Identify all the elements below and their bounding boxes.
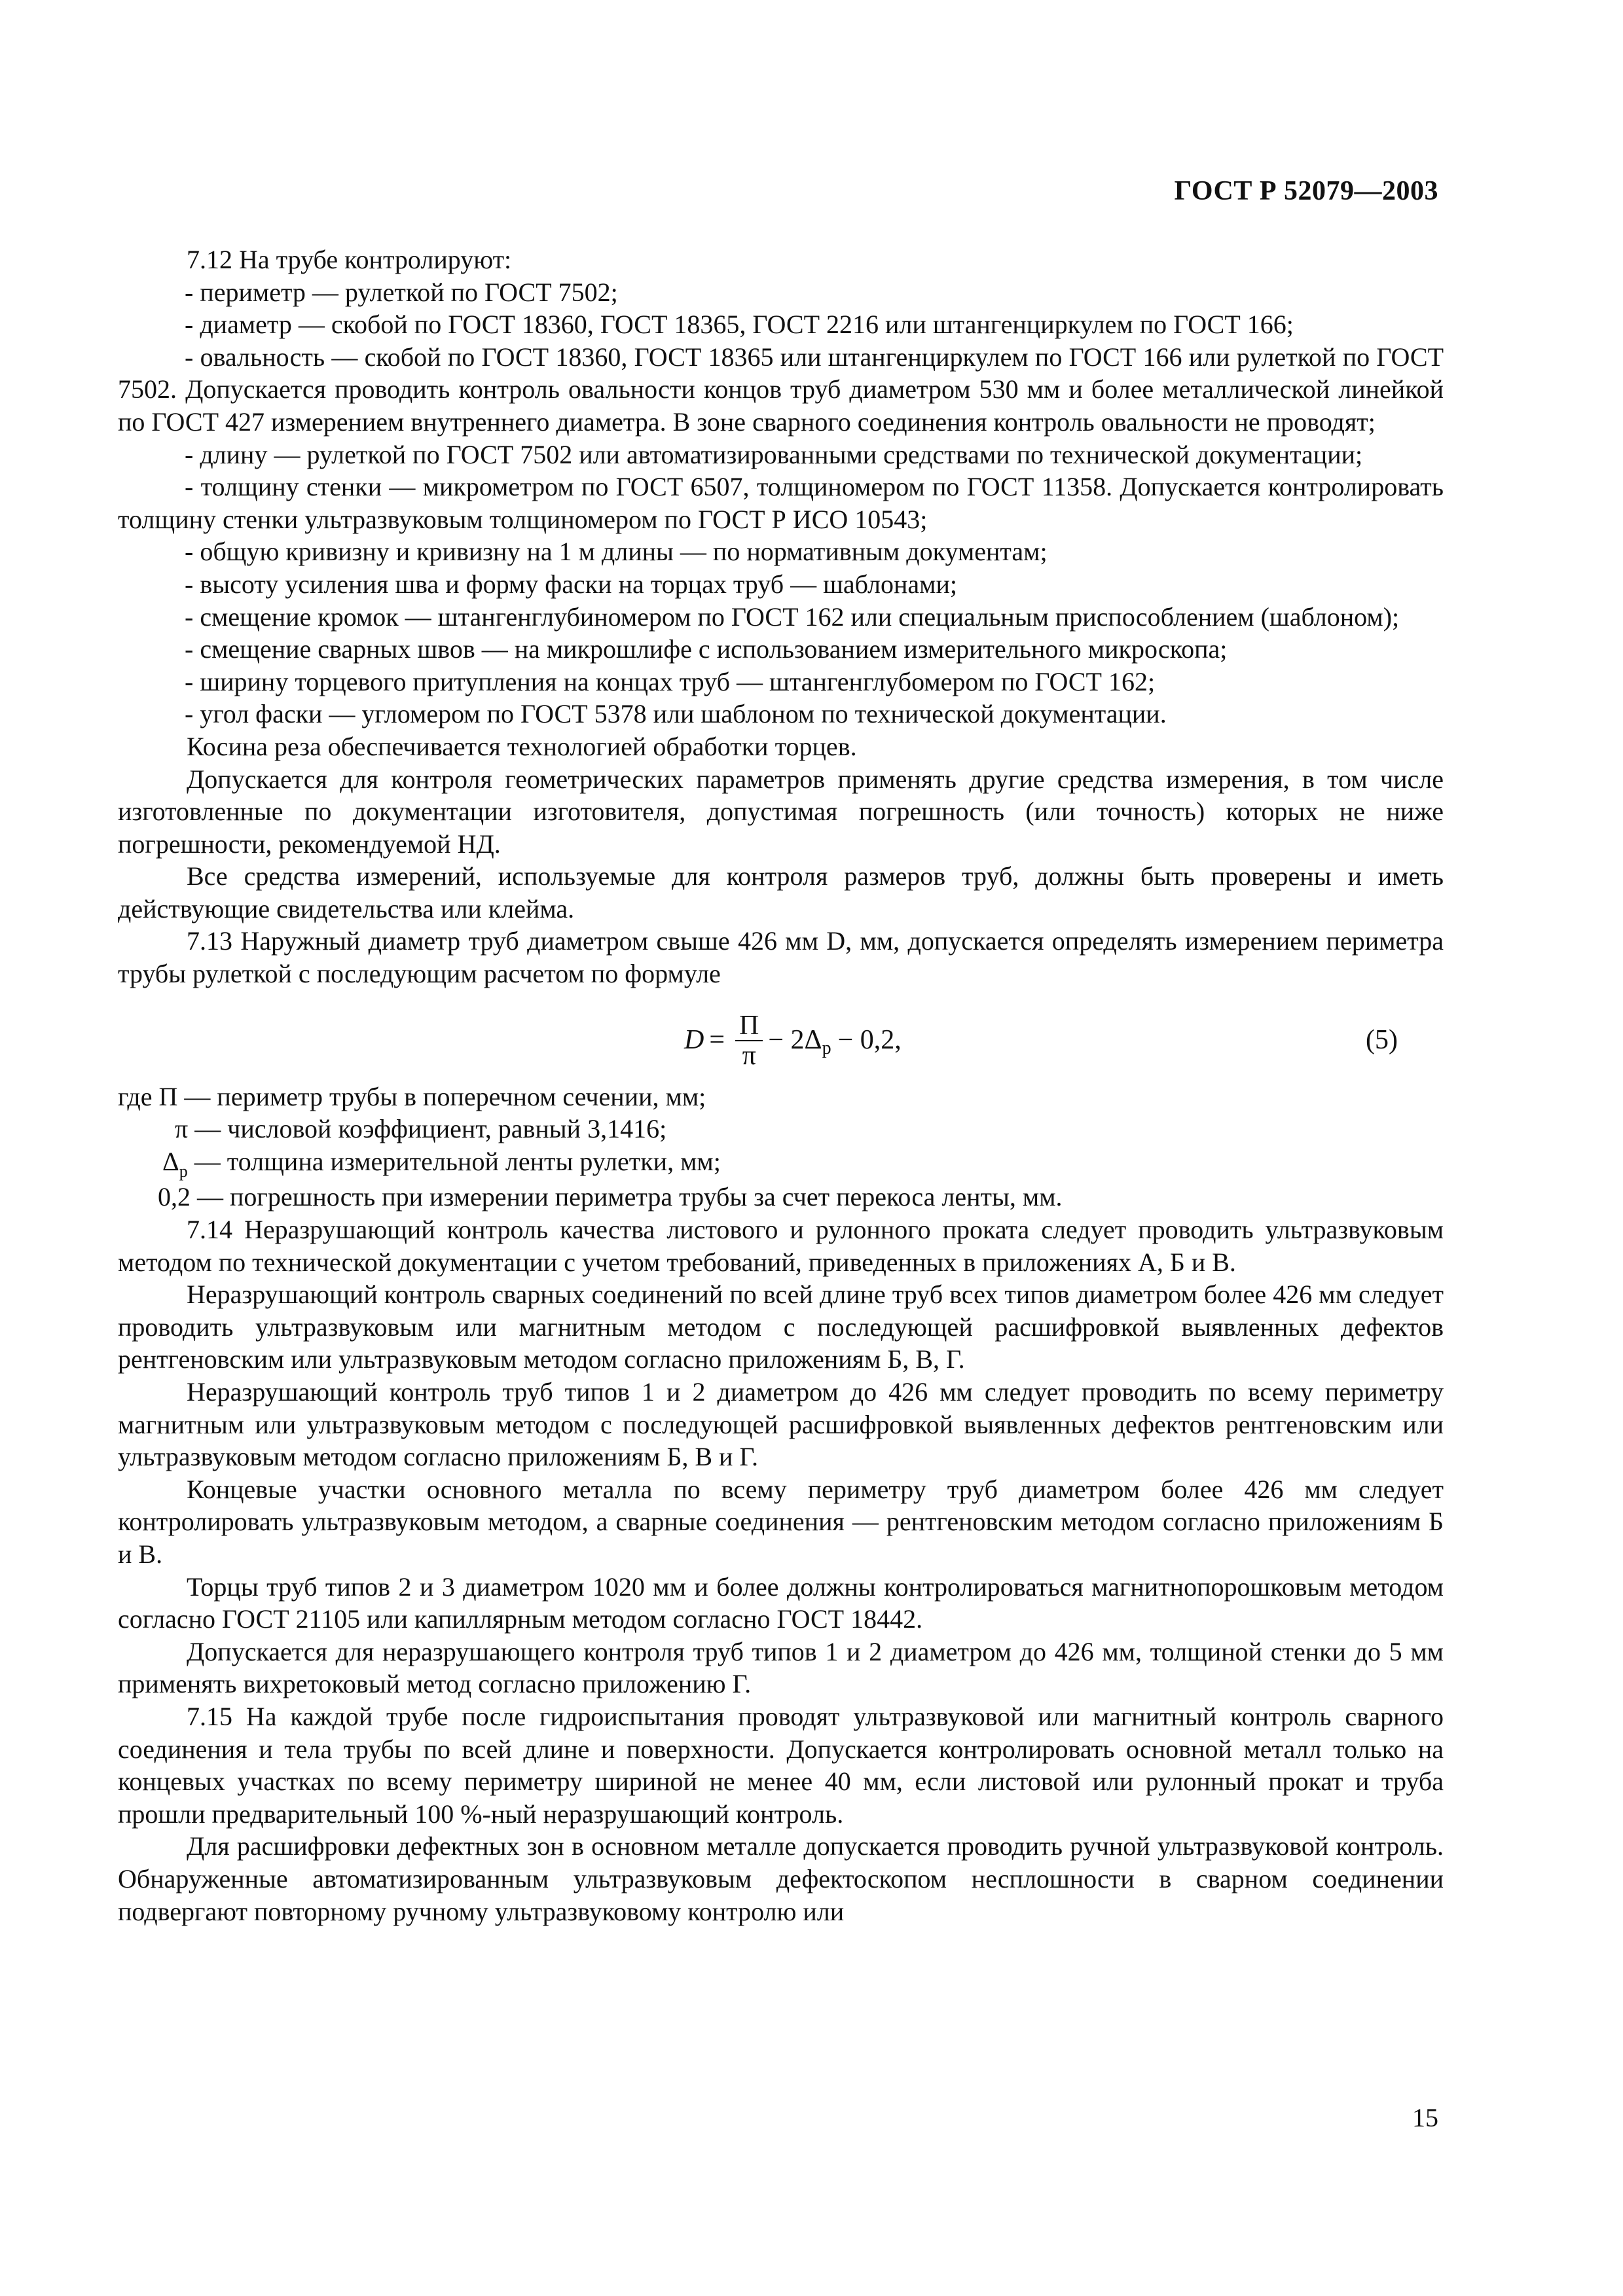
list-item: - смещение кромок — штангенглубиномером по ГОСТ 162 или специальным приспособлением (шаблоном); — [185, 601, 1400, 632]
list-item: - диаметр — скобой по ГОСТ 18360, ГОСТ 18365, ГОСТ 2216 или штангенциркулем по ГОСТ 166; — [185, 310, 1294, 340]
document-body — [118, 243, 1444, 1928]
paragraph: Допускается для неразрушающего контроля труб типов 1 и 2 диаметром до 426 мм, толщиной стенки до 5 мм применять вихретоковый метод согласно приложению Г. — [118, 1636, 1444, 1699]
list-item: - высоту усиления шва и форму фаски на торцах труб — шаблонами; — [185, 569, 957, 599]
section-7-12-intro: 7.12 На трубе контролируют: — [187, 245, 512, 274]
formula-mid: − 2Δ — [768, 1024, 822, 1055]
where-item — [118, 1145, 1444, 1181]
page-number: 15 — [1412, 2103, 1438, 2132]
where-symbol: где П — [118, 1081, 178, 1111]
paragraph: 7.15 На каждой трубе после гидроиспытания проводят ультразвуковой или магнитный контроль сварного соединения и тела трубы по всей длине и поверхности. Допускается контролировать основной металл только на концевых участках по всему периметру шириной не менее 40 мм, если листовой или рулонный прокат и труба прошли предварительный 100 %-ный неразрушающий контроль. — [118, 1701, 1444, 1829]
paragraph: Торцы труб типов 2 и 3 диаметром 1020 мм и более должны контролироваться магнитнопорошковым методом согласно ГОСТ 21105 или капиллярным методом согласно ГОСТ 18442. — [118, 1571, 1444, 1634]
list-item: - угол фаски — угломером по ГОСТ 5378 или шаблоном по технической документации. — [185, 699, 1167, 729]
where-symbol: Δ — [162, 1146, 179, 1176]
list-item: - периметр — рулеткой по ГОСТ 7502; — [185, 277, 618, 307]
where-item — [118, 1181, 1444, 1213]
fraction-numerator: П — [735, 1011, 763, 1041]
where-subscript: р — [179, 1161, 188, 1181]
paragraph: Концевые участки основного металла по всему периметру труб диаметром более 426 мм следует контролировать ультразвуковым методом, а сварные соединения — рентгеновским методом согласно приложениям Б и В. — [118, 1474, 1444, 1569]
formula-5 — [684, 1011, 902, 1070]
fraction-denominator: π — [742, 1040, 756, 1071]
list-item: - овальность — скобой по ГОСТ 18360, ГОСТ 18365 или штангенциркулем по ГОСТ 166 или рулеткой по ГОСТ 7502. Допускается проводить контроль овальности концов труб диаметром 530 мм и более металлической линейкой по ГОСТ 427 измерением внутреннего диаметра. В зоне сварного соединения контроль овальности не проводят; — [118, 342, 1444, 437]
formula-number: (5) — [1366, 1024, 1398, 1055]
where-symbol: 0,2 — [158, 1182, 191, 1212]
paragraph: Неразрушающий контроль сварных соединений по всей длине труб всех типов диаметром более 426 мм следует проводить ультразвуковым или магнитным методом с последующей расшифровкой выявленных дефектов рентгеновским или ультразвуковым методом согласно приложениям Б, В, Г. — [118, 1280, 1444, 1374]
list-item: - толщину стенки — микрометром по ГОСТ 6507, толщиномером по ГОСТ 11358. Допускается контролировать толщину стенки ультразвуковым толщиномером по ГОСТ Р ИСО 10543; — [118, 472, 1444, 534]
list-item: - смещение сварных швов — на микрошлифе с использованием измерительного микроскопа; — [185, 634, 1228, 664]
formula-tail: − 0,2, — [837, 1024, 902, 1055]
paragraph: Косина реза обеспечивается технологией обработки торцев. — [187, 731, 857, 761]
where-definition: — периметр трубы в поперечном сечении, мм; — [177, 1081, 706, 1111]
list-item: - общую кривизну и кривизну на 1 м длины — по нормативным документам; — [185, 537, 1048, 567]
formula-subscript: р — [822, 1037, 831, 1058]
where-definition: — погрешность при измерении периметра трубы за счет перекоса ленты, мм. — [191, 1182, 1063, 1212]
where-item — [118, 1081, 1444, 1113]
where-symbol: π — [175, 1114, 189, 1144]
where-item — [118, 1113, 1444, 1145]
formula-fraction — [735, 1011, 763, 1070]
formula-block — [118, 994, 1444, 1078]
paragraph: 7.14 Неразрушающий контроль качества листового и рулонного проката следует проводить ультразвуковым методом по технической документации с учетом требований, приведенных в приложениях А, Б и В. — [118, 1215, 1444, 1277]
paragraph: Допускается для контроля геометрических параметров применять другие средства измерения, в том числе изготовленные по документации изготовителя, допустимая погрешность (или точность) которых не ниже погрешности, рекомендуемой НД. — [118, 764, 1444, 859]
formula-lhs: D — [684, 1024, 704, 1055]
where-definition: — толщина измерительной ленты рулетки, мм; — [187, 1146, 721, 1176]
formula-eq: = — [709, 1024, 725, 1055]
list-item: - ширину торцевого притупления на концах труб — штангенглубомером по ГОСТ 162; — [185, 666, 1156, 696]
paragraph: Неразрушающий контроль труб типов 1 и 2 диаметром до 426 мм следует проводить по всему периметру магнитным или ультразвуковым методом с последующей расшифровкой выявленных дефектов рентгеновским или ультразвуковым методом согласно приложениям Б, В и Г. — [118, 1377, 1444, 1472]
where-definition: — числовой коэффициент, равный 3,1416; — [188, 1114, 667, 1144]
section-7-13-text: 7.13 Наружный диаметр труб диаметром свыше 426 мм D, мм, допускается определять измерением периметра трубы рулеткой с последующим расчетом по формуле — [118, 926, 1444, 989]
paragraph: Все средства измерений, используемые для контроля размеров труб, должны быть проверены и иметь действующие свидетельства или клейма. — [118, 861, 1444, 924]
list-item: - длину — рулеткой по ГОСТ 7502 или автоматизированными средствами по технической документации; — [185, 439, 1363, 469]
paragraph: Для расшифровки дефектных зон в основном металле допускается проводить ручной ультразвуковой контроль. Обнаруженные автоматизированным ультразвуковым дефектоскопом несплошности в сварном соединении подвергают повторному ручному ультразвуковому контролю или — [118, 1831, 1444, 1926]
document-header: ГОСТ Р 52079—2003 — [1174, 176, 1438, 206]
